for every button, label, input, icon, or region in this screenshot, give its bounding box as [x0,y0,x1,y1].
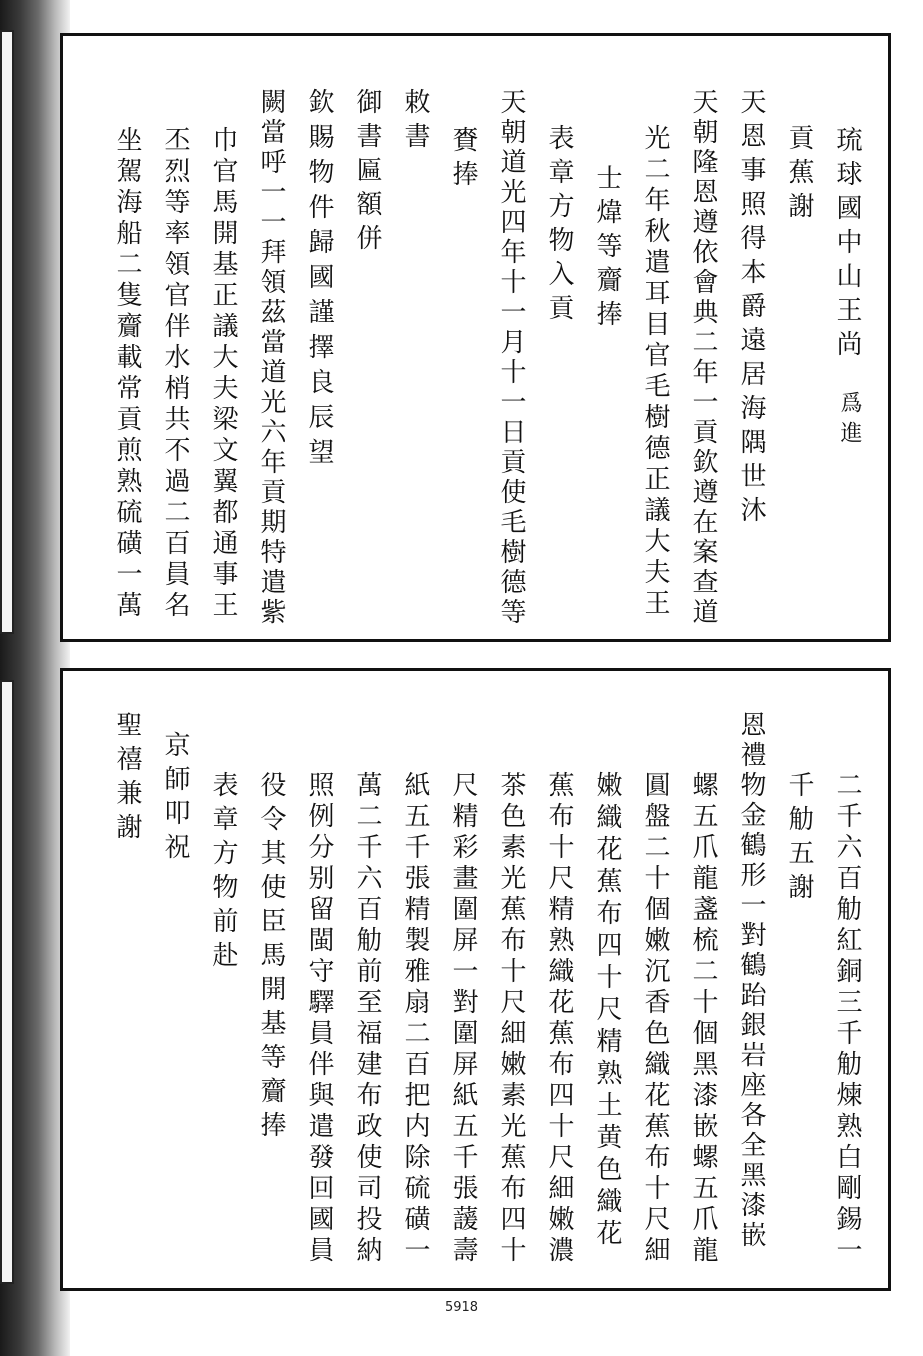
text-column: 琉球國中山王尚 [832,126,862,364]
text-column: 嫩織花蕉布四十尺精熟土黄色織花 [592,771,622,1251]
text-column: 尺精彩畫圍屏一對圍屏紙五千張蘐壽 [448,771,478,1267]
text-column: 恩禮物金鶴形一對鶴跆銀岩座各全黑漆嵌 [736,711,766,1251]
text-column: 欽賜物件歸國謹擇良辰望 [304,88,334,473]
text-column: 萬二千六百觔前至福建布政使司投納 [352,771,382,1267]
text-column: 螺五爪龍盞梳二十個黑漆嵌螺五爪龍 [688,771,718,1267]
bottom-columns [63,671,888,1288]
text-column: 天朝道光四年十一月十一日貢使毛樹德等 [496,88,526,628]
text-column: 表章方物前赴 [208,771,238,975]
text-column: 坐駕海船二隻齎載常貢煎熟硫磺一萬 [112,126,142,622]
text-column: 士煒等齎捧 [592,164,622,334]
text-column: 天恩事照得本爵遠居海隅世沐 [736,88,766,530]
text-column: 天朝隆恩遵依會典二年一貢欽遵在案查道 [688,88,718,628]
text-column: 二千六百觔紅銅三千觔煉熟白剛錫一 [832,771,862,1267]
text-column: 圓盤二十個嫩沉香色織花蕉布十尺細 [640,771,670,1267]
facing-page-edge-bottom [0,680,14,1284]
text-column: 貢蕉謝 [784,124,814,226]
text-column: 紙五千張精製雅扇二百把内除硫磺一 [400,771,430,1267]
text-column: 表章方物入貢 [544,124,574,328]
text-column: 千觔五謝 [784,771,814,907]
text-column-annotation: 爲進 [837,391,862,451]
bottom-text-panel [60,668,891,1291]
text-column: 光二年秋遣耳目官毛樹德正議大夫王 [640,124,670,620]
page-number: 5918 [444,1300,479,1315]
text-column: 賚捧 [448,126,478,194]
text-column: 役令其使臣馬開基等齎捧 [256,771,286,1145]
text-column: 御書匾額併 [352,88,382,258]
text-column: 闕當呼一一拜領茲當道光六年貢期特遣紫 [256,88,286,628]
text-column: 敕書 [400,88,430,156]
text-column: 照例分别留閩守驛員伴與遣發回國員 [304,771,334,1267]
text-column: 茶色素光蕉布十尺細嫩素光蕉布四十 [496,771,526,1267]
text-column: 京師叩祝 [160,731,190,867]
top-columns [63,36,888,639]
text-column: 聖禧兼謝 [112,711,142,847]
text-column: 巾官馬開基正議大夫梁文翼都通事王 [208,126,238,622]
text-column: 蕉布十尺精熟織花蕉布四十尺細嫩濃 [544,771,574,1267]
top-text-panel [60,33,891,642]
facing-page-edge-top [0,30,14,634]
text-column: 丕烈等率領官伴水梢共不過二百員名 [160,126,190,622]
